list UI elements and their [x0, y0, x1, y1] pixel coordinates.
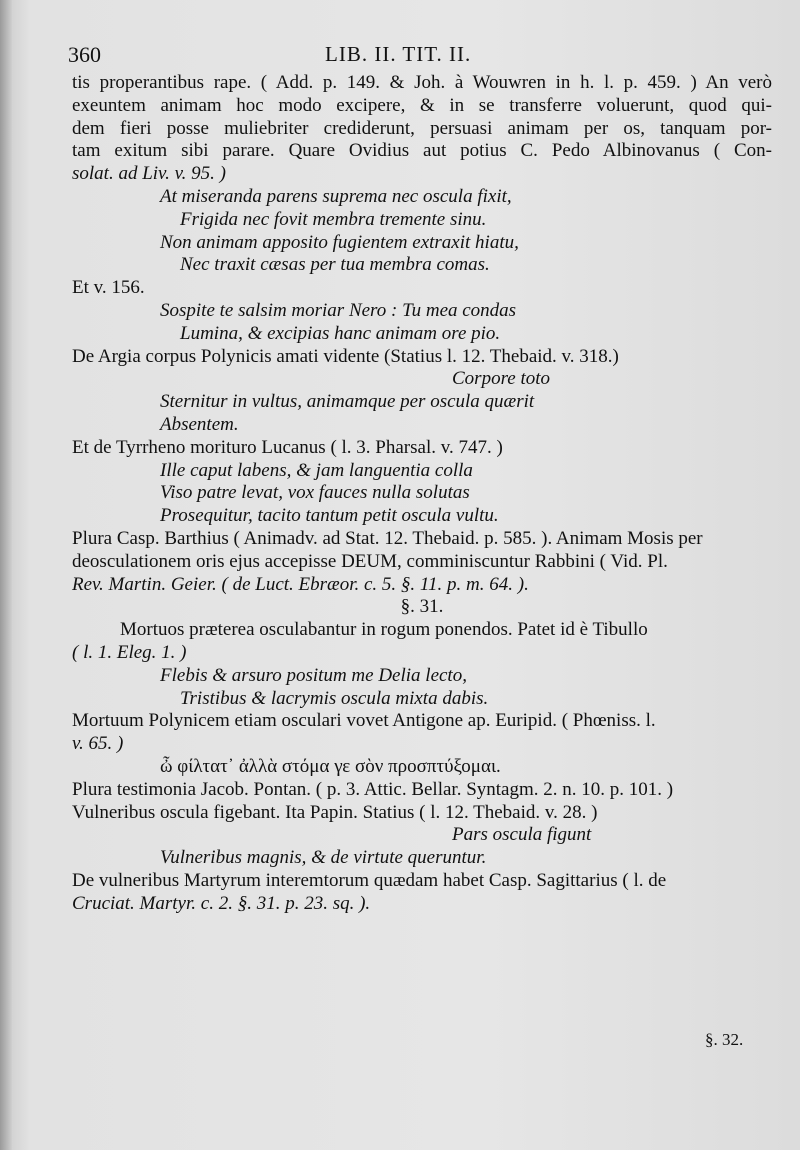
- verse-line: Nec traxit cæsas per tua membra comas.: [180, 254, 490, 276]
- verse-line: Lumina, & excipias hanc animam ore pio.: [180, 322, 501, 344]
- verse-line: Absentem.: [160, 413, 239, 435]
- text-line: Mortuum Polynicem etiam osculari vovet Antigone ap. Euripid. ( Phœniss. l.: [72, 710, 656, 732]
- text-line: Mortuos præterea osculabantur in rogum ponendos. Patet id è Tibullo: [120, 619, 648, 641]
- text-line: deosculationem oris ejus accepisse DEUM, comminiscuntur Rabbini ( Vid. Pl.: [72, 550, 668, 572]
- text-line: exeuntem animam hoc modo excipere, & in se transferre voluerunt, quod qui-: [72, 94, 772, 116]
- verse-line: Sospite te salsim moriar Nero : Tu mea condas: [160, 299, 517, 321]
- verse-line: Prosequitur, tacito tantum petit oscula vultu.: [160, 505, 499, 527]
- verse-line: Viso patre levat, vox fauces nulla solutas: [160, 482, 470, 504]
- text-line: De Argia corpus Polynicis amati vidente (Statius l. 12. Thebaid. v. 318.): [72, 345, 619, 367]
- text-line: Cruciat. Martyr. c. 2. §. 31. p. 23. sq. ).: [72, 892, 371, 914]
- running-title: LIB. II. TIT. II.: [325, 42, 472, 66]
- body-text: [72, 72, 772, 915]
- text-line: v. 65. ): [72, 733, 124, 755]
- verse-line: Non animam apposito fugientem extraxit hiatu,: [160, 231, 519, 253]
- verse-line: Frigida nec fovit membra tremente sinu.: [180, 208, 487, 230]
- verse-line: Pars oscula figunt: [452, 824, 592, 846]
- text-line: ( l. 1. Eleg. 1. ): [72, 641, 187, 663]
- verse-line: Corpore toto: [452, 368, 550, 390]
- text-line: De vulneribus Martyrum interemtorum quædam habet Casp. Sagittarius ( l. de: [72, 869, 667, 891]
- verse-line: Sternitur in vultus, animamque per oscula quærit: [160, 391, 535, 413]
- verse-line: Vulneribus magnis, & de virtute queruntur.: [160, 847, 487, 869]
- text-line: Vulneribus oscula figebant. Ita Papin. Statius ( l. 12. Thebaid. v. 28. ): [72, 801, 598, 823]
- page-number: 360: [68, 42, 101, 67]
- catchword: §. 32.: [705, 1030, 744, 1049]
- verse-line: Flebis & arsuro positum me Delia lecto,: [160, 664, 467, 686]
- section-heading: §. 31.: [400, 596, 444, 618]
- text-line: tam exitum sibi parare. Quare Ovidius aut potius C. Pedo Albinovanus ( Con-: [72, 140, 772, 162]
- text-line: dem fieri posse muliebriter crediderunt, persuasi animam per os, tanquam por-: [72, 117, 772, 139]
- verse-line: Ille caput labens, & jam languentia colla: [160, 459, 473, 481]
- text-line: Plura Casp. Barthius ( Animadv. ad Stat. 12. Thebaid. p. 585. ). Animam Mosis per: [72, 527, 703, 549]
- verse-line: Tristibus & lacrymis oscula mixta dabis.: [180, 687, 489, 709]
- text-line: Et de Tyrrheno morituro Lucanus ( l. 3. Pharsal. v. 747. ): [72, 436, 503, 458]
- greek-verse-line: ὦ φίλτατ᾽ ἀλλὰ στόμα γε σὸν προσπτύξομαι.: [160, 755, 501, 777]
- text-line: solat. ad Liv. v. 95. ): [72, 163, 226, 185]
- page-gutter-shadow: [0, 0, 12, 1150]
- text-line: Et v. 156.: [72, 277, 145, 299]
- text-line: Rev. Martin. Geier. ( de Luct. Ebræor. c. 5. §. 11. p. m. 64. ).: [72, 573, 529, 595]
- text-line: Plura testimonia Jacob. Pontan. ( p. 3. Attic. Bellar. Syntagm. 2. n. 10. p. 101. ): [72, 778, 674, 800]
- verse-line: At miseranda parens suprema nec oscula fixit,: [160, 185, 512, 207]
- text-line: tis properantibus rape. ( Add. p. 149. & Joh. à Wouwren in h. l. p. 459. ) An verò: [72, 72, 772, 93]
